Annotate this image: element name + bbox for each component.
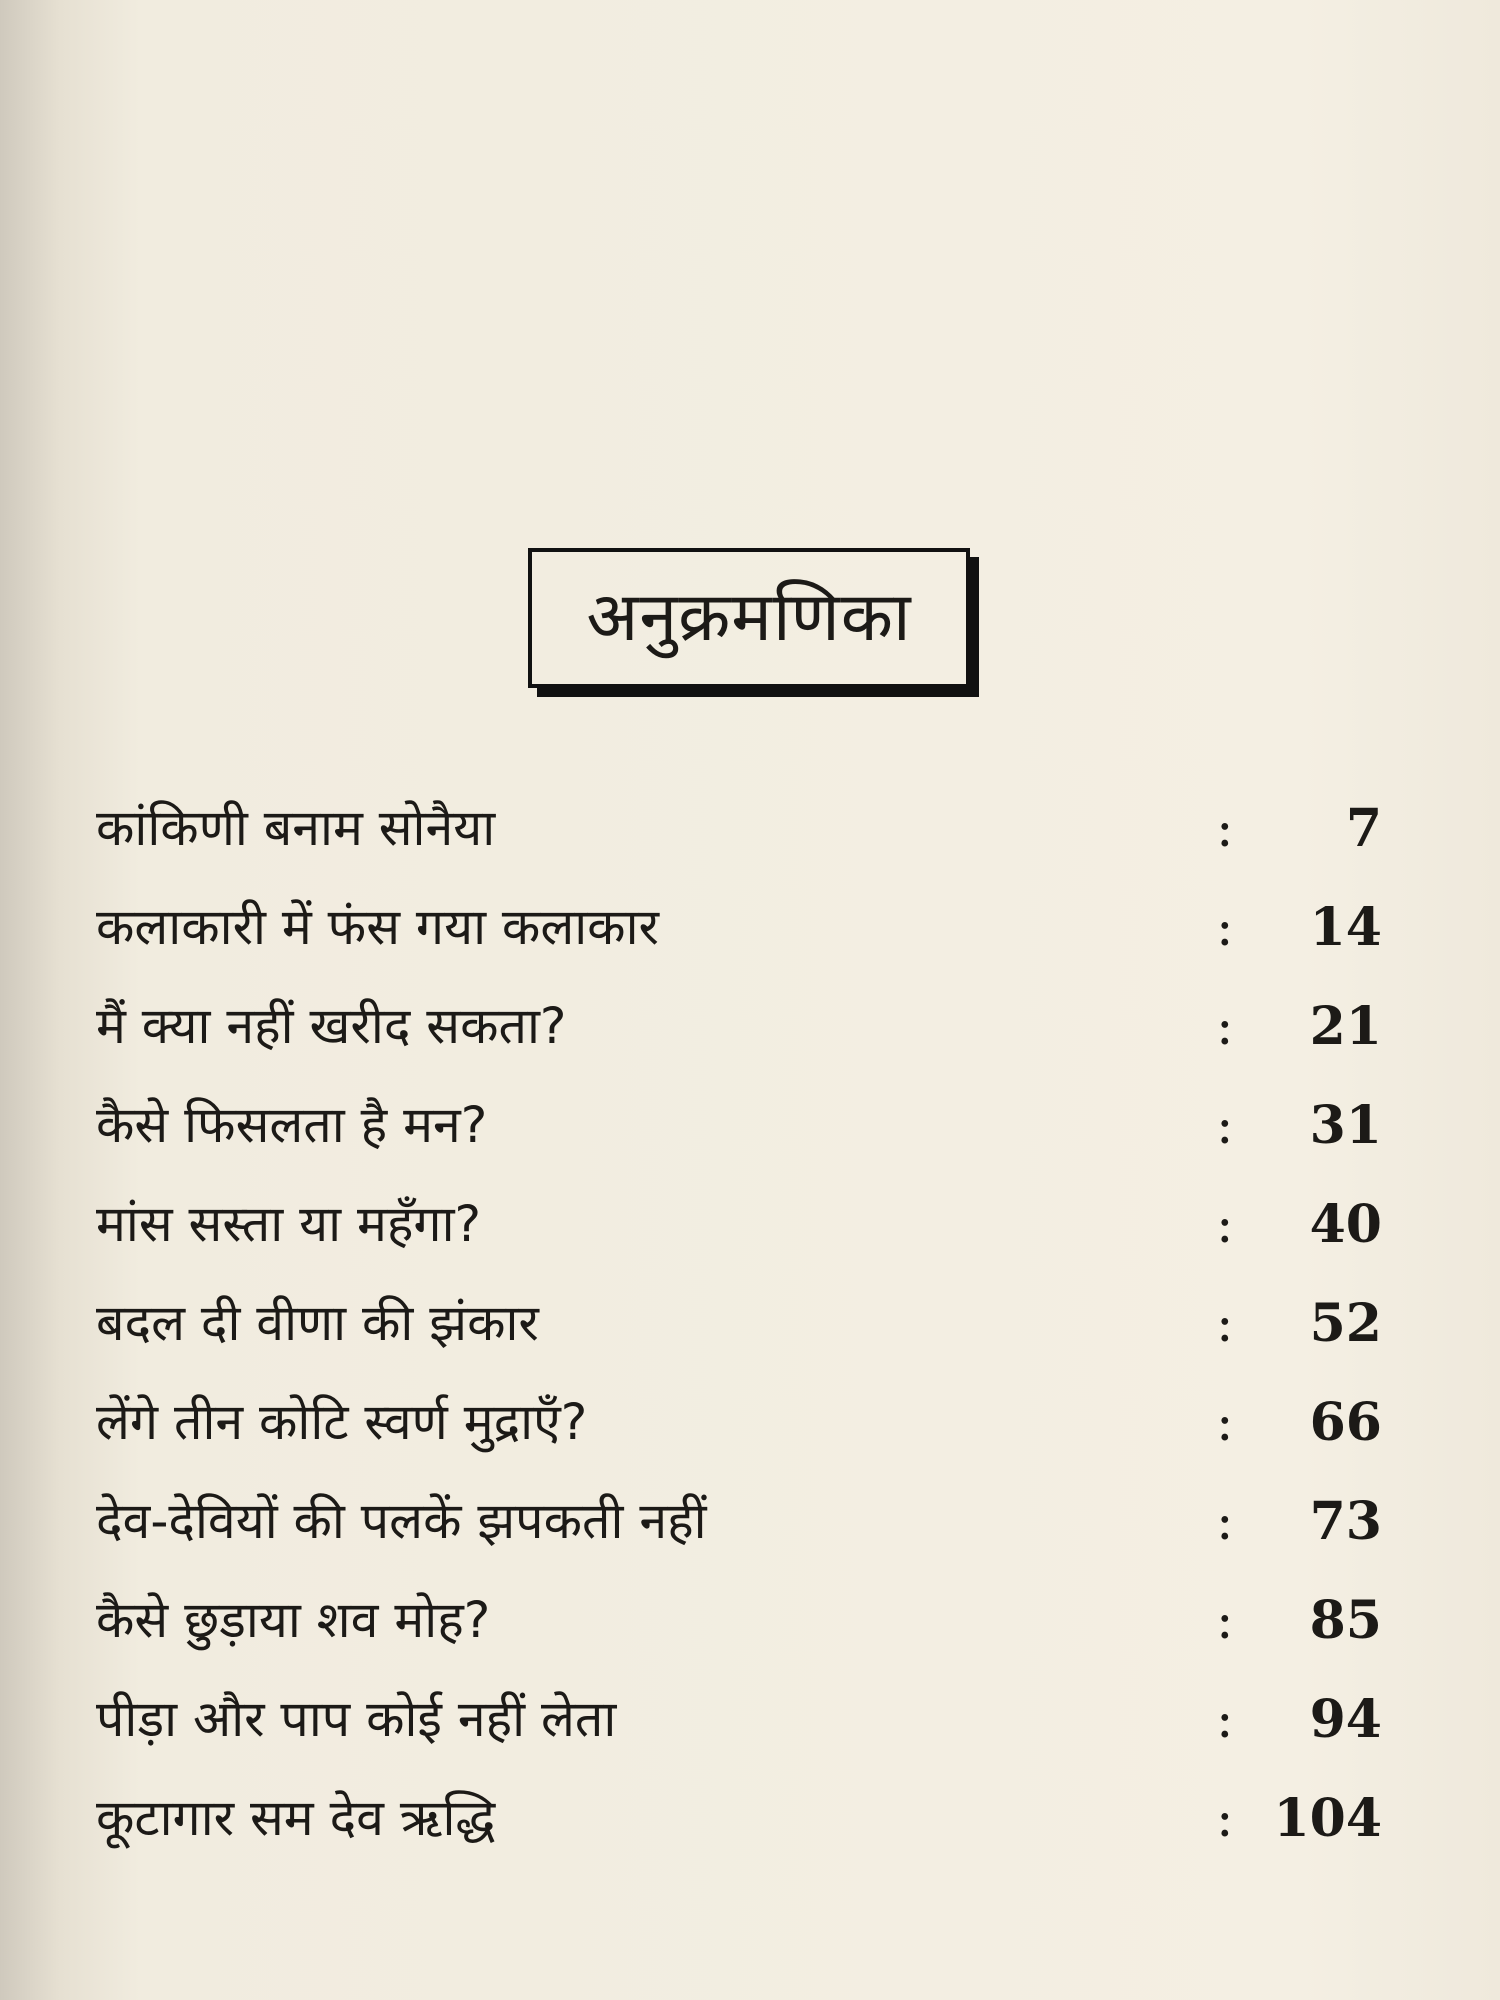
toc-separator: : bbox=[1216, 1096, 1234, 1156]
toc-page-number: 7 bbox=[1345, 798, 1382, 859]
toc-row bbox=[0, 1384, 1500, 1483]
toc-entry-title: कैसे फिसलता है मन? bbox=[96, 1096, 488, 1154]
toc-separator: : bbox=[1216, 1492, 1234, 1552]
toc-row bbox=[0, 1087, 1500, 1186]
toc-separator: : bbox=[1216, 1591, 1234, 1651]
toc-entry-title: देव-देवियों की पलकें झपकती नहीं bbox=[96, 1492, 707, 1550]
toc-row bbox=[0, 1483, 1500, 1582]
contents-heading: अनुक्रमणिका bbox=[586, 578, 912, 657]
toc-entry-title: मांस सस्ता या महँगा? bbox=[96, 1195, 482, 1253]
toc-entry-title: मैं क्या नहीं खरीद सकता? bbox=[96, 997, 567, 1055]
toc-page-number: 14 bbox=[1309, 897, 1382, 958]
toc-page-number: 85 bbox=[1309, 1590, 1382, 1651]
toc-entry-title: कैसे छुड़ाया शव मोह? bbox=[96, 1591, 491, 1649]
toc-separator: : bbox=[1216, 1294, 1234, 1354]
toc-separator: : bbox=[1216, 1195, 1234, 1255]
toc-page-number: 66 bbox=[1309, 1392, 1382, 1453]
toc-page-number: 104 bbox=[1273, 1788, 1382, 1849]
toc-separator: : bbox=[1216, 1690, 1234, 1750]
toc-entry-title: लेंगे तीन कोटि स्वर्ण मुद्राएँ? bbox=[96, 1393, 588, 1451]
toc-page-number: 31 bbox=[1309, 1095, 1382, 1156]
toc-row bbox=[0, 1285, 1500, 1384]
toc-entry-title: कूटागार सम देव ऋद्धि bbox=[96, 1789, 496, 1847]
toc-row bbox=[0, 1582, 1500, 1681]
toc-page-number: 40 bbox=[1309, 1194, 1382, 1255]
toc-separator: : bbox=[1216, 1789, 1234, 1849]
toc-separator: : bbox=[1216, 898, 1234, 958]
toc-entry-title: पीड़ा और पाप कोई नहीं लेता bbox=[96, 1690, 617, 1748]
toc-page-number: 21 bbox=[1309, 996, 1382, 1057]
toc-separator: : bbox=[1216, 997, 1234, 1057]
contents-heading-box bbox=[528, 548, 970, 688]
toc-page-number: 94 bbox=[1309, 1689, 1382, 1750]
toc-row bbox=[0, 889, 1500, 988]
toc-entry-title: कांकिणी बनाम सोनैया bbox=[96, 799, 496, 857]
toc-row bbox=[0, 1681, 1500, 1780]
toc-entry-title: कलाकारी में फंस गया कलाकार bbox=[96, 898, 659, 956]
toc-entry-title: बदल दी वीणा की झंकार bbox=[96, 1294, 539, 1352]
toc-page-number: 52 bbox=[1309, 1293, 1382, 1354]
toc-page-number: 73 bbox=[1309, 1491, 1382, 1552]
toc-row bbox=[0, 988, 1500, 1087]
toc-separator: : bbox=[1216, 1393, 1234, 1453]
toc-row bbox=[0, 790, 1500, 889]
toc-row bbox=[0, 1186, 1500, 1285]
toc-row bbox=[0, 1780, 1500, 1879]
table-of-contents bbox=[0, 790, 1500, 1879]
toc-separator: : bbox=[1216, 799, 1234, 859]
